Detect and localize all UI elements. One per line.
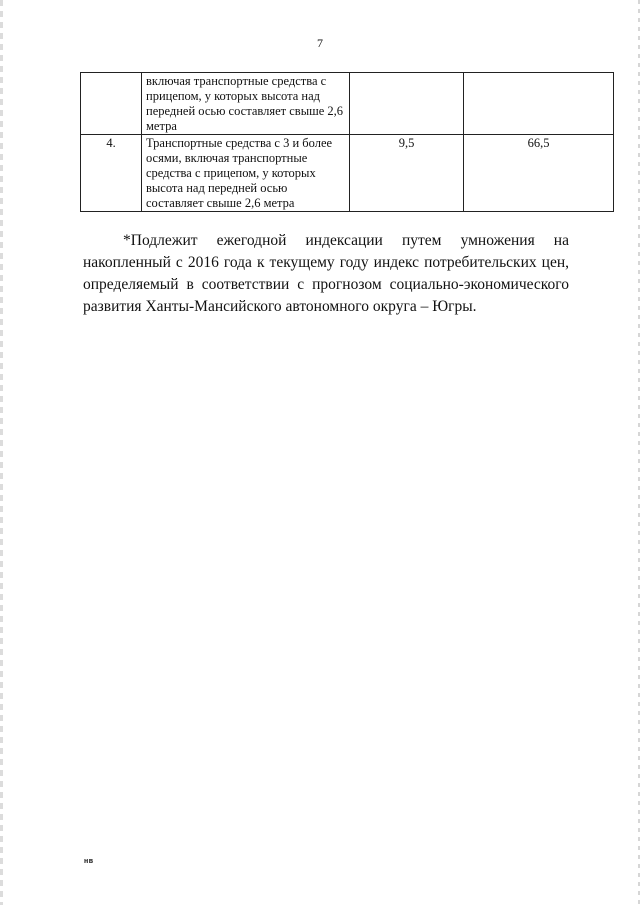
description-line: включая транспортные средства с: [146, 74, 327, 88]
description-line: составляет свыше 2,6 метра: [146, 196, 295, 210]
footnote-paragraph: [83, 230, 569, 318]
row-value1-cell: [350, 73, 464, 135]
description-line: передней осью составляет свыше 2,6: [146, 104, 344, 118]
footnote-line: *Подлежит ежегодной индексации путем умножения на: [123, 232, 569, 249]
description-line: средства с прицепом, у которых: [146, 166, 316, 180]
description-line: Транспортные средства с 3 и более: [146, 136, 333, 150]
description-line: прицепом, у которых высота над: [146, 89, 321, 103]
footnote-line: определяемый в соответствии с прогнозом социально-экономического: [83, 276, 569, 293]
row-number-cell: 4.: [81, 135, 142, 212]
document-corner-mark: нв: [84, 858, 94, 865]
row-number-cell: [81, 73, 142, 135]
description-line: метра: [146, 119, 177, 133]
scan-edge-left: [0, 0, 3, 905]
footnote-line: развития Ханты-Мансийского автономного округа – Югры.: [83, 298, 477, 315]
row-value2-cell: [464, 73, 614, 135]
table-row: [81, 73, 614, 135]
row-value2-cell: 66,5: [464, 135, 614, 212]
page-number: 7: [317, 36, 323, 50]
row-description-cell: [142, 135, 350, 212]
description-line: осями, включая транспортные: [146, 151, 308, 165]
description-line: высота над передней осью: [146, 181, 288, 195]
footnote-line: накопленный с 2016 года к текущему году индекс потребительских цен,: [83, 254, 569, 271]
row-value1-cell: 9,5: [350, 135, 464, 212]
tariff-table: [80, 72, 614, 212]
row-description-cell: [142, 73, 350, 135]
table-row: [81, 135, 614, 212]
